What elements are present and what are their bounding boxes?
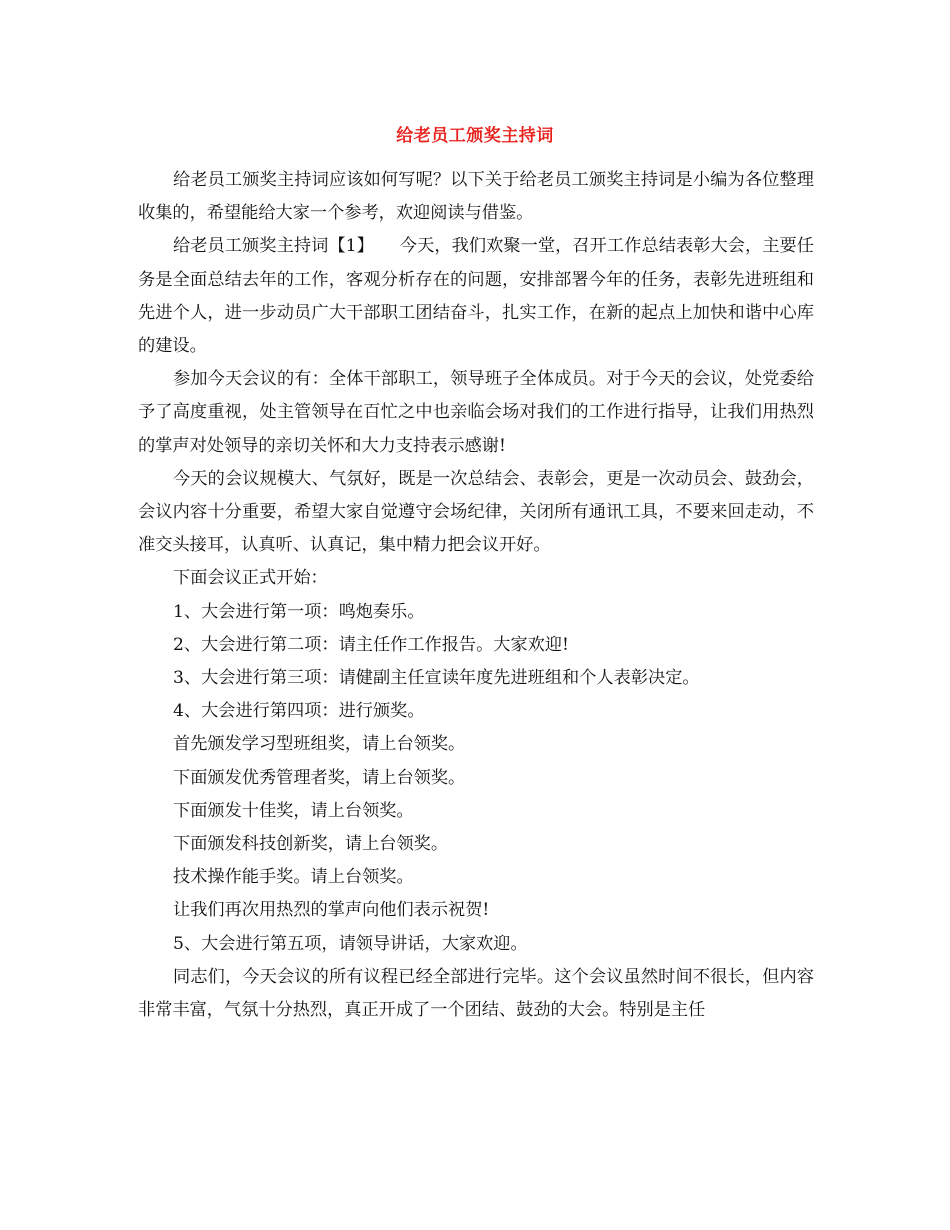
paragraph-congratulate: 让我们再次用热烈的掌声向他们表示祝贺! (173, 900, 490, 921)
paragraph-intro: 给老员工颁奖主持词应该如何写呢？以下关于给老员工颁奖主持词是小编为各位整理收集的，希望能给大家一个参考，欢迎阅读与借鉴。 (138, 170, 814, 224)
agenda-item-5: 5、大会进行第五项，请领导讲话，大家欢迎。 (173, 933, 528, 954)
agenda-item-2: 2、大会进行第二项：请主任作工作报告。大家欢迎! (173, 634, 569, 655)
agenda-item-1: 1、大会进行第一项：鸣炮奏乐。 (173, 601, 425, 622)
paragraph-speech-1: 给老员工颁奖主持词【1】 今天，我们欢聚一堂，召开工作总结表彰大会，主要任务是全面总结去年的工作，客观分析存在的问题，安排部署今年的任务，表彰先进班组和先进个人，进一步动员广大干部职工团结奋斗，扎实工作，在新的起点上加快和谐中心库的建设。 (138, 236, 814, 357)
award-line-top-ten: 下面颁发十佳奖，请上台领奖。 (173, 800, 414, 821)
document-title: 给老员工颁奖主持词 (396, 126, 554, 146)
paragraph-meeting-start: 下面会议正式开始： (173, 568, 328, 589)
award-line-technical: 技术操作能手奖。请上台领奖。 (173, 867, 414, 888)
document-body (138, 164, 814, 1027)
award-line-manager: 下面颁发优秀管理者奖，请上台领奖。 (173, 767, 466, 788)
paragraph-attendees: 参加今天会议的有：全体干部职工，领导班子全体成员。对于今天的会议，处党委给予了高度重视，处主管领导在百忙之中也亲临会场对我们的工作进行指导，让我们用热烈的掌声对处领导的亲切关怀和大力支持表示感谢! (138, 369, 814, 456)
agenda-item-3: 3、大会进行第三项：请健副主任宣读年度先进班组和个人表彰决定。 (173, 668, 700, 689)
award-line-study-team: 首先颁发学习型班组奖，请上台领奖。 (173, 734, 466, 755)
award-line-innovation: 下面颁发科技创新奖，请上台领奖。 (173, 834, 449, 855)
agenda-item-4: 4、大会进行第四项：进行颁奖。 (173, 701, 425, 722)
paragraph-closing: 同志们，今天会议的所有议程已经全部进行完毕。这个会议虽然时间不很长，但内容非常丰富，气氛十分热烈，真正开成了一个团结、鼓劲的大会。特别是主任 (138, 966, 814, 1021)
paragraph-meeting-rules: 今天的会议规模大、气氛好，既是一次总结会、表彰会，更是一次动员会、鼓劲会，会议内容十分重要，希望大家自觉遵守会场纪律，关闭所有通讯工具，不要来回走动，不准交头接耳，认真听、认真记，集中精力把会议开好。 (138, 468, 814, 556)
